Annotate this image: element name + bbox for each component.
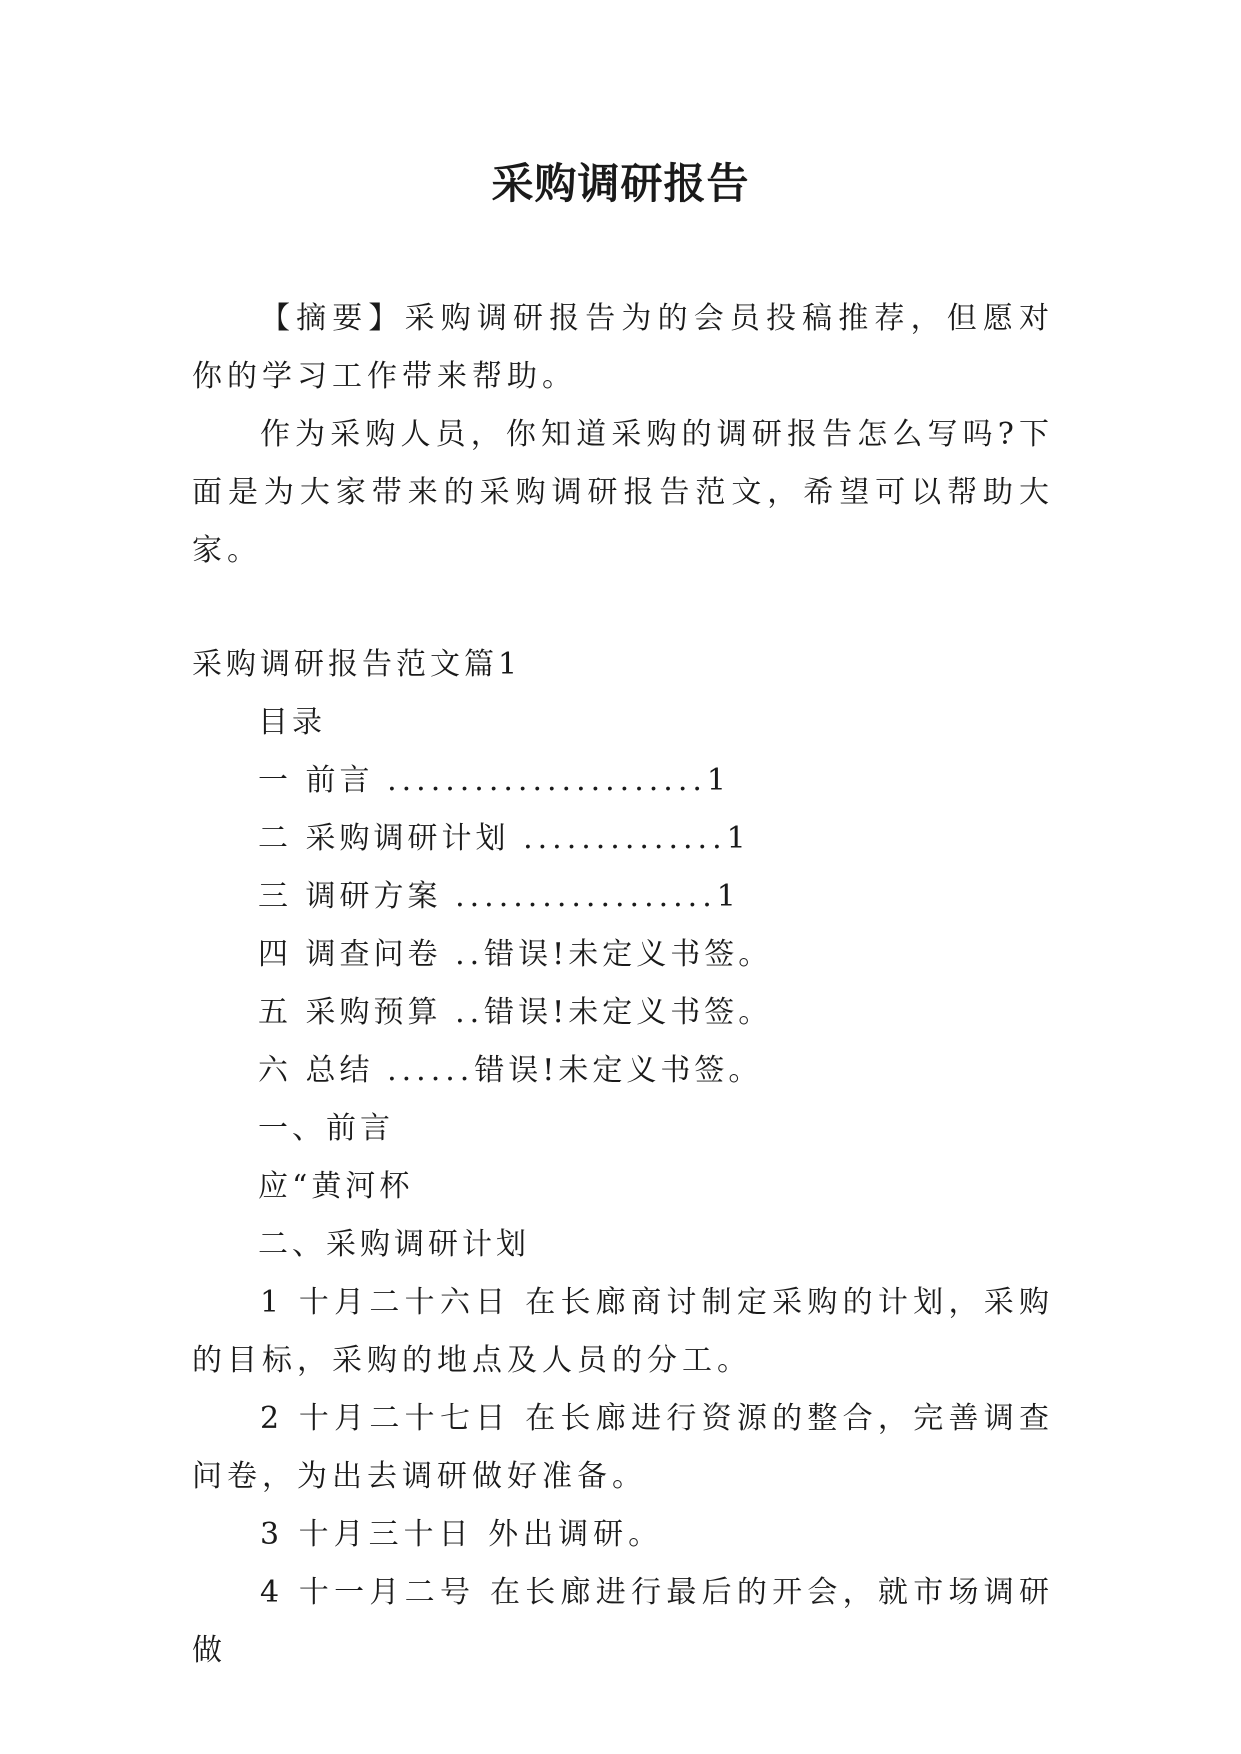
plan-item: 3 十月三十日 外出调研。	[260, 1517, 664, 1552]
toc-item-number: 二	[258, 821, 292, 856]
toc-item-leader: ..	[455, 937, 485, 972]
preface-text: 应“黄河杯	[258, 1169, 414, 1204]
spacer	[192, 580, 1054, 636]
heading-preface: 一、前言	[258, 1111, 394, 1146]
toc-item-label: 采购预算	[305, 995, 442, 1030]
toc-item-page: 1	[706, 763, 730, 798]
toc-item-page: 1	[716, 879, 740, 914]
toc-item[interactable]	[192, 868, 1054, 926]
toc-item-leader: ..	[455, 995, 485, 1030]
plan-item: 4 十一月二号 在长廊进行最后的开会，就市场调研做	[192, 1575, 1054, 1668]
toc-item-number: 五	[258, 995, 292, 1030]
toc-item-label: 调查问卷	[305, 937, 442, 972]
toc-item-leader: ..................	[455, 879, 717, 914]
toc-heading: 目录	[258, 705, 326, 740]
toc-item-label: 前言	[305, 763, 374, 798]
section-title: 采购调研报告范文篇1	[192, 647, 522, 682]
toc-item[interactable]	[192, 926, 1054, 984]
toc-item-leader: ......................	[387, 763, 707, 798]
toc-item-leader: ..............	[523, 821, 727, 856]
toc-item[interactable]	[192, 1042, 1054, 1100]
toc-item-page: 1	[726, 821, 750, 856]
toc-item-number: 三	[258, 879, 292, 914]
table-of-contents	[192, 752, 1054, 1100]
toc-item-number: 四	[258, 937, 292, 972]
heading-plan: 二、采购调研计划	[258, 1227, 530, 1262]
intro-paragraph: 作为采购人员，你知道采购的调研报告怎么写吗?下面是为大家带来的采购调研报告范文，希望可以帮助大家。	[192, 417, 1054, 568]
toc-item[interactable]	[192, 984, 1054, 1042]
toc-item[interactable]	[192, 752, 1054, 810]
abstract-paragraph: 【摘要】采购调研报告为的会员投稿推荐，但愿对你的学习工作带来帮助。	[192, 301, 1054, 394]
document-body	[192, 290, 1054, 1680]
toc-item-page: 错误!未定义书签。	[474, 1053, 763, 1088]
plan-item: 1 十月二十六日 在长廊商讨制定采购的计划，采购的目标，采购的地点及人员的分工。	[192, 1285, 1054, 1378]
toc-item-label: 采购调研计划	[305, 821, 510, 856]
toc-item-label: 调研方案	[305, 879, 442, 914]
document-title: 采购调研报告	[491, 159, 750, 208]
plan-item: 2 十月二十七日 在长廊进行资源的整合，完善调查问卷，为出去调研做好准备。	[192, 1401, 1054, 1494]
toc-item-page: 错误!未定义书签。	[484, 995, 773, 1030]
toc-item-leader: ......	[387, 1053, 475, 1088]
toc-item-label: 总结	[305, 1053, 374, 1088]
toc-item[interactable]	[192, 810, 1054, 868]
toc-item-page: 错误!未定义书签。	[484, 937, 773, 972]
toc-item-number: 一	[258, 763, 292, 798]
toc-item-number: 六	[258, 1053, 292, 1088]
